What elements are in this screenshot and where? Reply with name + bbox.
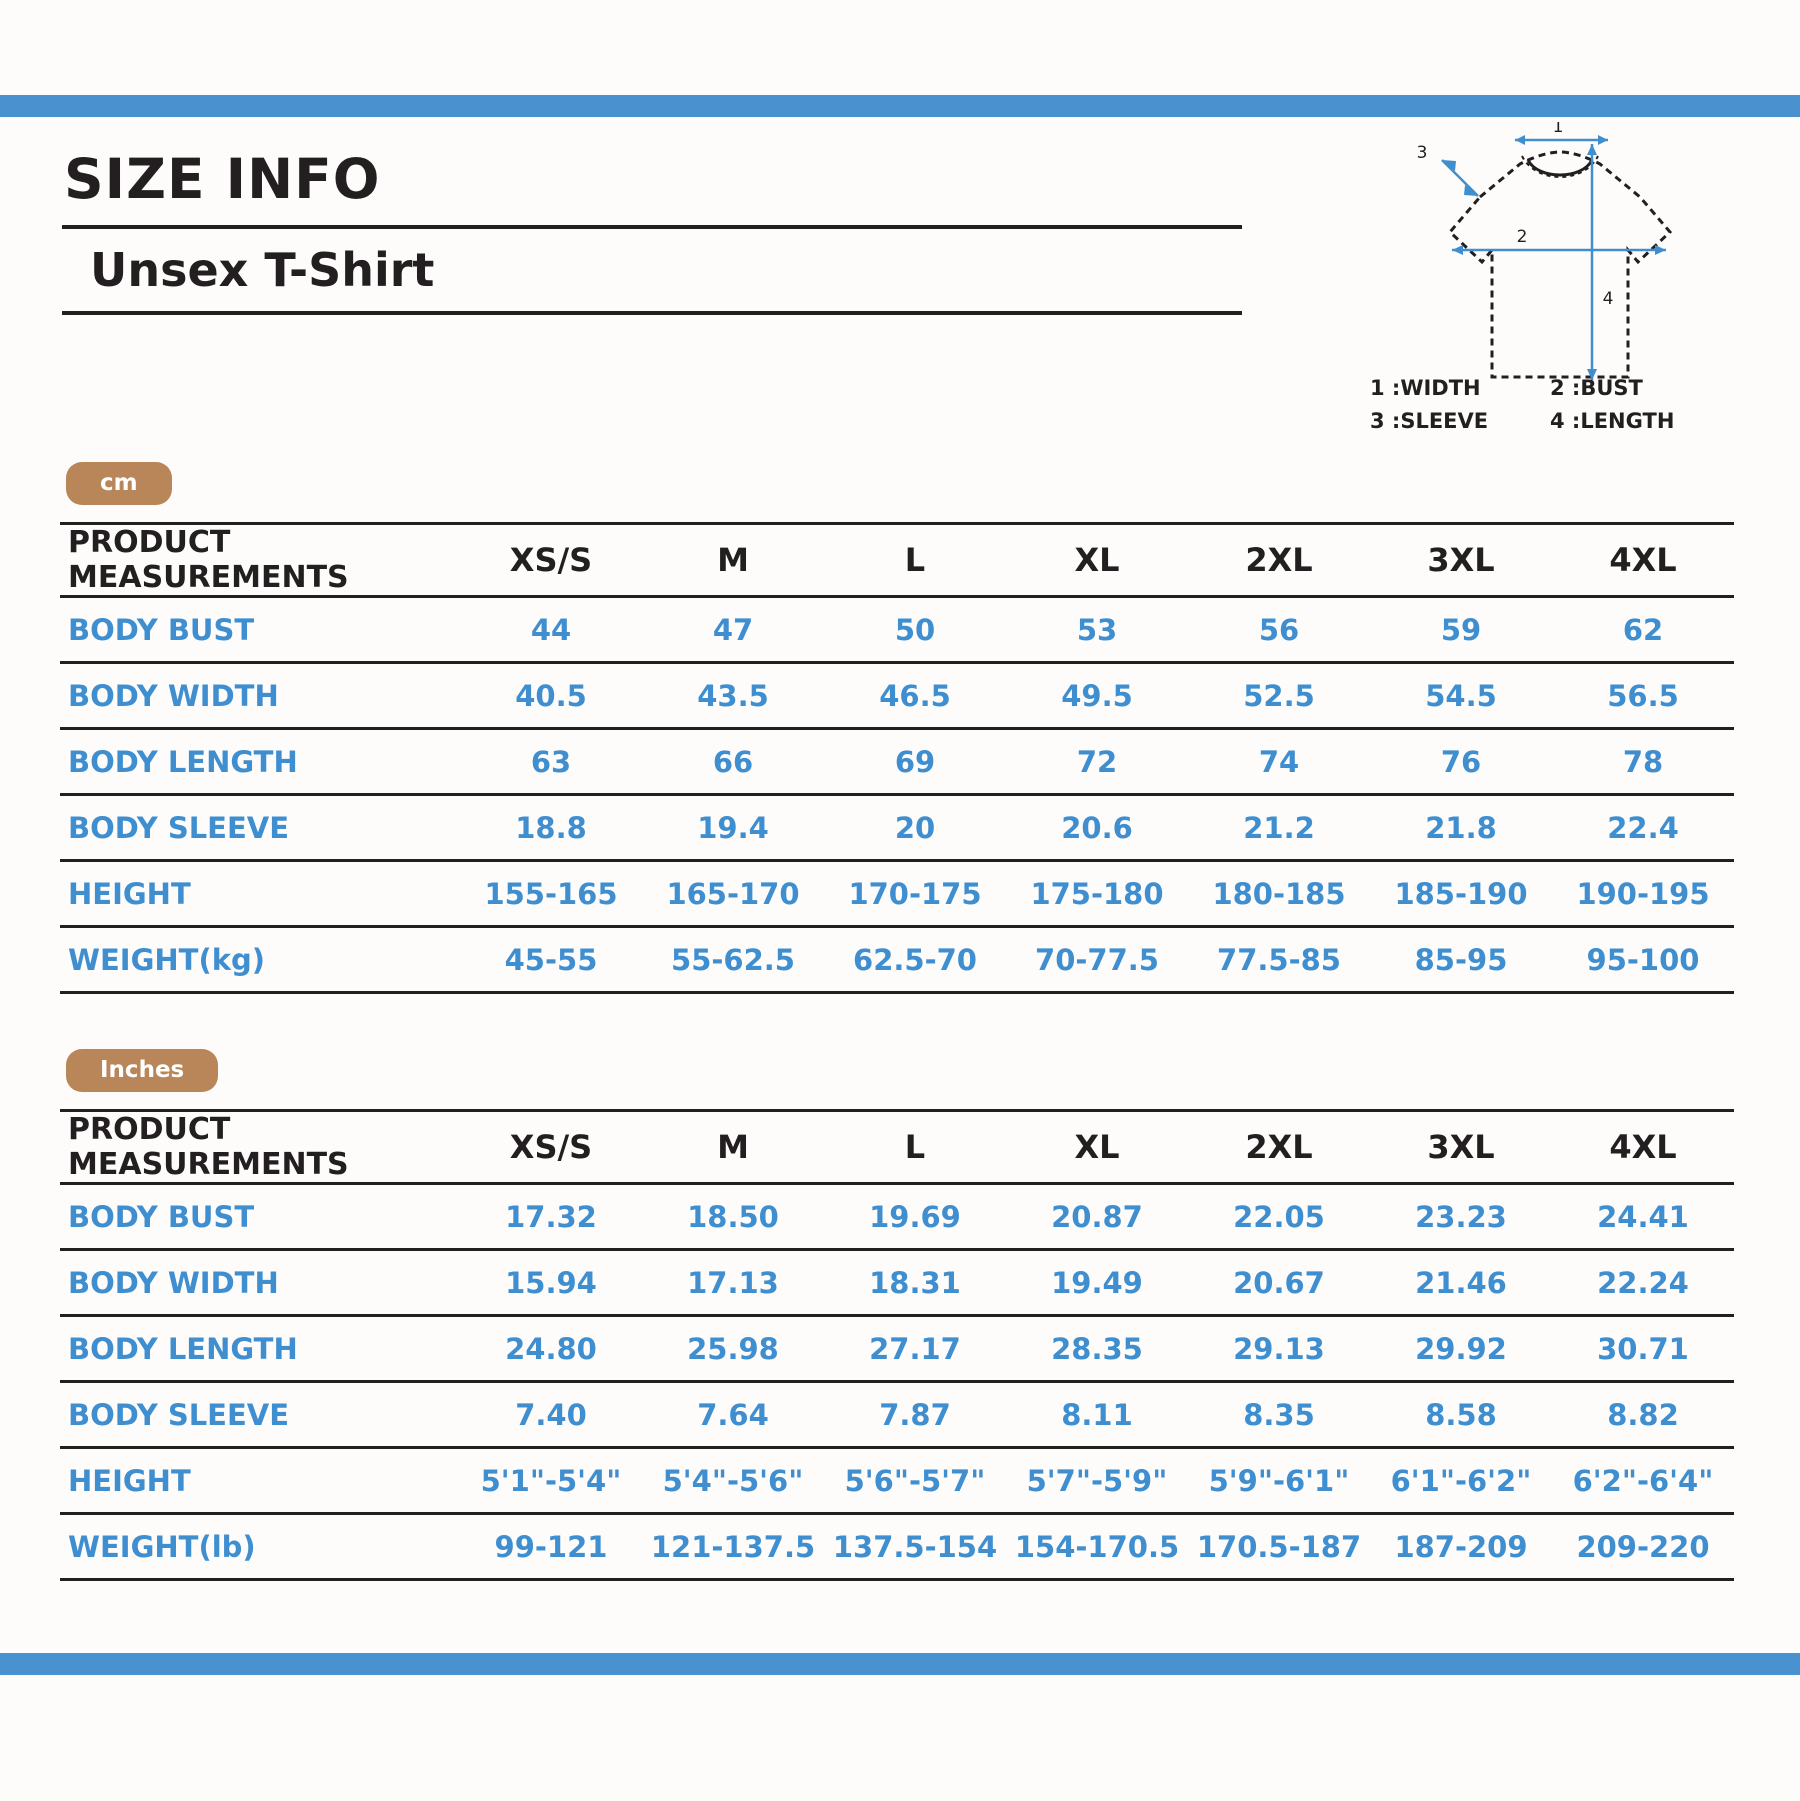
cell-width-xl: 49.5 <box>1006 663 1188 729</box>
row-label-body-length-in: BODY LENGTH <box>60 1316 460 1382</box>
cell-length-l-in: 27.17 <box>824 1316 1006 1382</box>
cell-height-m: 165-170 <box>642 861 824 927</box>
cell-weight-3xl: 85-95 <box>1370 927 1552 993</box>
cell-bust-3xl: 59 <box>1370 597 1552 663</box>
cell-bust-4xl: 62 <box>1552 597 1734 663</box>
cell-height-4xl: 190-195 <box>1552 861 1734 927</box>
cell-bust-m-in: 18.50 <box>642 1184 824 1250</box>
cell-length-4xl: 78 <box>1552 729 1734 795</box>
cell-weight-4xl: 95-100 <box>1552 927 1734 993</box>
cell-height-xl-in: 5'7"-5'9" <box>1006 1448 1188 1514</box>
table-row <box>60 1382 1734 1448</box>
cell-width-3xl-in: 21.46 <box>1370 1250 1552 1316</box>
cell-sleeve-2xl: 21.2 <box>1188 795 1370 861</box>
cell-sleeve-m-in: 7.64 <box>642 1382 824 1448</box>
row-label-body-bust-in: BODY BUST <box>60 1184 460 1250</box>
shirt-collar <box>1528 160 1592 175</box>
cell-weight-4xl-in: 209-220 <box>1552 1514 1734 1580</box>
cell-weight-xs-s: 45-55 <box>460 927 642 993</box>
cell-width-m: 43.5 <box>642 663 824 729</box>
cell-weight-3xl-in: 187-209 <box>1370 1514 1552 1580</box>
cell-height-xl: 175-180 <box>1006 861 1188 927</box>
cell-bust-l: 50 <box>824 597 1006 663</box>
row-label-body-width-in: BODY WIDTH <box>60 1250 460 1316</box>
header-size-m-in: M <box>642 1111 824 1184</box>
row-label-body-sleeve: BODY SLEEVE <box>60 795 460 861</box>
table-row <box>60 729 1734 795</box>
header-size-3xl-in: 3XL <box>1370 1111 1552 1184</box>
cell-sleeve-3xl-in: 8.58 <box>1370 1382 1552 1448</box>
header-size-3xl: 3XL <box>1370 524 1552 597</box>
cell-length-xs-s-in: 24.80 <box>460 1316 642 1382</box>
cell-sleeve-3xl: 21.8 <box>1370 795 1552 861</box>
legend-bust: 2 :BUST <box>1550 376 1643 400</box>
unit-badge-inches: Inches <box>66 1049 218 1092</box>
row-label-body-width: BODY WIDTH <box>60 663 460 729</box>
top-accent-bar <box>0 95 1800 117</box>
table-row <box>60 927 1734 993</box>
page-title: SIZE INFO <box>64 147 381 211</box>
cell-bust-2xl-in: 22.05 <box>1188 1184 1370 1250</box>
cell-width-2xl: 52.5 <box>1188 663 1370 729</box>
table-row <box>60 861 1734 927</box>
row-label-weight-kg: WEIGHT(kg) <box>60 927 460 993</box>
cell-bust-l-in: 19.69 <box>824 1184 1006 1250</box>
cell-length-3xl: 76 <box>1370 729 1552 795</box>
bust-arrow-left <box>1452 245 1463 255</box>
cell-weight-xs-s-in: 99-121 <box>460 1514 642 1580</box>
cell-width-l-in: 18.31 <box>824 1250 1006 1316</box>
table-row <box>60 1250 1734 1316</box>
cell-width-2xl-in: 20.67 <box>1188 1250 1370 1316</box>
sleeve-arrow-bottom <box>1464 185 1478 196</box>
cell-length-l: 69 <box>824 729 1006 795</box>
cell-weight-2xl: 77.5-85 <box>1188 927 1370 993</box>
table-row <box>60 663 1734 729</box>
legend-sleeve: 3 :SLEEVE <box>1370 408 1489 433</box>
bottom-accent-bar <box>0 1653 1800 1675</box>
cell-width-xs-s-in: 15.94 <box>460 1250 642 1316</box>
header-size-2xl: 2XL <box>1188 524 1370 597</box>
cell-width-xs-s: 40.5 <box>460 663 642 729</box>
shirt-outline <box>1450 152 1670 377</box>
marker-1-label: 1 <box>1552 122 1564 137</box>
cell-length-xs-s: 63 <box>460 729 642 795</box>
header-size-2xl-in: 2XL <box>1188 1111 1370 1184</box>
cell-bust-m: 47 <box>642 597 824 663</box>
table-row <box>60 1184 1734 1250</box>
cell-height-xs-s-in: 5'1"-5'4" <box>460 1448 642 1514</box>
length-arrow-top <box>1587 144 1597 155</box>
legend-width: 1 :WIDTH <box>1370 376 1481 400</box>
cell-bust-xl: 53 <box>1006 597 1188 663</box>
sleeve-measure-line <box>1442 160 1478 196</box>
cell-length-4xl-in: 30.71 <box>1552 1316 1734 1382</box>
unit-badge-cm-wrap <box>66 462 172 505</box>
cell-height-2xl-in: 5'9"-6'1" <box>1188 1448 1370 1514</box>
cell-sleeve-m: 19.4 <box>642 795 824 861</box>
cell-sleeve-xs-s-in: 7.40 <box>460 1382 642 1448</box>
product-subtitle: Unsex T-Shirt <box>90 243 435 297</box>
cell-sleeve-4xl-in: 8.82 <box>1552 1382 1734 1448</box>
table-row <box>60 795 1734 861</box>
cell-height-4xl-in: 6'2"-6'4" <box>1552 1448 1734 1514</box>
header-size-xl-in: XL <box>1006 1111 1188 1184</box>
cell-width-4xl-in: 22.24 <box>1552 1250 1734 1316</box>
table-header-row <box>60 524 1734 597</box>
title-divider-bottom <box>62 311 1242 315</box>
bust-arrow-right <box>1655 245 1666 255</box>
cell-length-m-in: 25.98 <box>642 1316 824 1382</box>
cell-length-m: 66 <box>642 729 824 795</box>
header-size-4xl: 4XL <box>1552 524 1734 597</box>
cell-weight-m-in: 121-137.5 <box>642 1514 824 1580</box>
cell-length-3xl-in: 29.92 <box>1370 1316 1552 1382</box>
cell-height-xs-s: 155-165 <box>460 861 642 927</box>
title-divider-top <box>62 225 1242 229</box>
cell-weight-xl: 70-77.5 <box>1006 927 1188 993</box>
cell-bust-xl-in: 20.87 <box>1006 1184 1188 1250</box>
size-table-inches <box>60 1109 1734 1581</box>
cell-weight-2xl-in: 170.5-187 <box>1188 1514 1370 1580</box>
header-measurements-in: PRODUCT MEASUREMENTS <box>60 1111 460 1184</box>
cell-sleeve-l-in: 7.87 <box>824 1382 1006 1448</box>
page-content <box>0 117 1800 1653</box>
cell-width-l: 46.5 <box>824 663 1006 729</box>
cell-weight-m: 55-62.5 <box>642 927 824 993</box>
legend-row-2 <box>1370 405 1770 438</box>
cell-weight-l: 62.5-70 <box>824 927 1006 993</box>
cell-length-xl: 72 <box>1006 729 1188 795</box>
cell-height-l: 170-175 <box>824 861 1006 927</box>
cell-bust-3xl-in: 23.23 <box>1370 1184 1552 1250</box>
legend-row-1 <box>1370 372 1770 405</box>
cell-bust-xs-s-in: 17.32 <box>460 1184 642 1250</box>
header-measurements: PRODUCT MEASUREMENTS <box>60 524 460 597</box>
cell-width-3xl: 54.5 <box>1370 663 1552 729</box>
header-size-4xl-in: 4XL <box>1552 1111 1734 1184</box>
row-label-body-sleeve-in: BODY SLEEVE <box>60 1382 460 1448</box>
cell-sleeve-2xl-in: 8.35 <box>1188 1382 1370 1448</box>
width-arrow-left <box>1515 135 1525 145</box>
header-size-m: M <box>642 524 824 597</box>
cell-sleeve-l: 20 <box>824 795 1006 861</box>
cell-width-m-in: 17.13 <box>642 1250 824 1316</box>
table-header-row <box>60 1111 1734 1184</box>
cell-bust-2xl: 56 <box>1188 597 1370 663</box>
row-label-weight-lb: WEIGHT(lb) <box>60 1514 460 1580</box>
cell-height-3xl-in: 6'1"-6'2" <box>1370 1448 1552 1514</box>
unit-badge-inches-wrap <box>66 1049 218 1092</box>
diagram-legend <box>1370 372 1770 437</box>
table-row <box>60 1448 1734 1514</box>
cell-height-m-in: 5'4"-5'6" <box>642 1448 824 1514</box>
cell-sleeve-4xl: 22.4 <box>1552 795 1734 861</box>
marker-3-label: 3 <box>1416 143 1428 163</box>
row-label-body-length: BODY LENGTH <box>60 729 460 795</box>
row-label-height-in: HEIGHT <box>60 1448 460 1514</box>
header-size-l: L <box>824 524 1006 597</box>
cell-sleeve-xl-in: 8.11 <box>1006 1382 1188 1448</box>
cell-height-l-in: 5'6"-5'7" <box>824 1448 1006 1514</box>
table-row <box>60 1514 1734 1580</box>
cell-length-2xl-in: 29.13 <box>1188 1316 1370 1382</box>
cell-width-xl-in: 19.49 <box>1006 1250 1188 1316</box>
marker-4-label: 4 <box>1602 289 1614 309</box>
header-size-xs-s-in: XS/S <box>460 1111 642 1184</box>
cell-height-2xl: 180-185 <box>1188 861 1370 927</box>
header-size-xl: XL <box>1006 524 1188 597</box>
cell-sleeve-xs-s: 18.8 <box>460 795 642 861</box>
header-block <box>62 147 1242 315</box>
sleeve-arrow-top <box>1442 160 1456 171</box>
cell-sleeve-xl: 20.6 <box>1006 795 1188 861</box>
row-label-height: HEIGHT <box>60 861 460 927</box>
width-arrow-right <box>1598 135 1608 145</box>
cell-bust-xs-s: 44 <box>460 597 642 663</box>
marker-2-label: 2 <box>1516 227 1528 247</box>
cell-height-3xl: 185-190 <box>1370 861 1552 927</box>
cell-weight-xl-in: 154-170.5 <box>1006 1514 1188 1580</box>
table-row <box>60 597 1734 663</box>
cell-length-xl-in: 28.35 <box>1006 1316 1188 1382</box>
unit-badge-cm: cm <box>66 462 172 505</box>
header-size-l-in: L <box>824 1111 1006 1184</box>
table-row <box>60 1316 1734 1382</box>
cell-width-4xl: 56.5 <box>1552 663 1734 729</box>
size-table-cm <box>60 522 1734 994</box>
row-label-body-bust: BODY BUST <box>60 597 460 663</box>
cell-weight-l-in: 137.5-154 <box>824 1514 1006 1580</box>
cell-length-2xl: 74 <box>1188 729 1370 795</box>
header-size-xs-s: XS/S <box>460 524 642 597</box>
legend-length: 4 :LENGTH <box>1550 408 1675 433</box>
cell-bust-4xl-in: 24.41 <box>1552 1184 1734 1250</box>
